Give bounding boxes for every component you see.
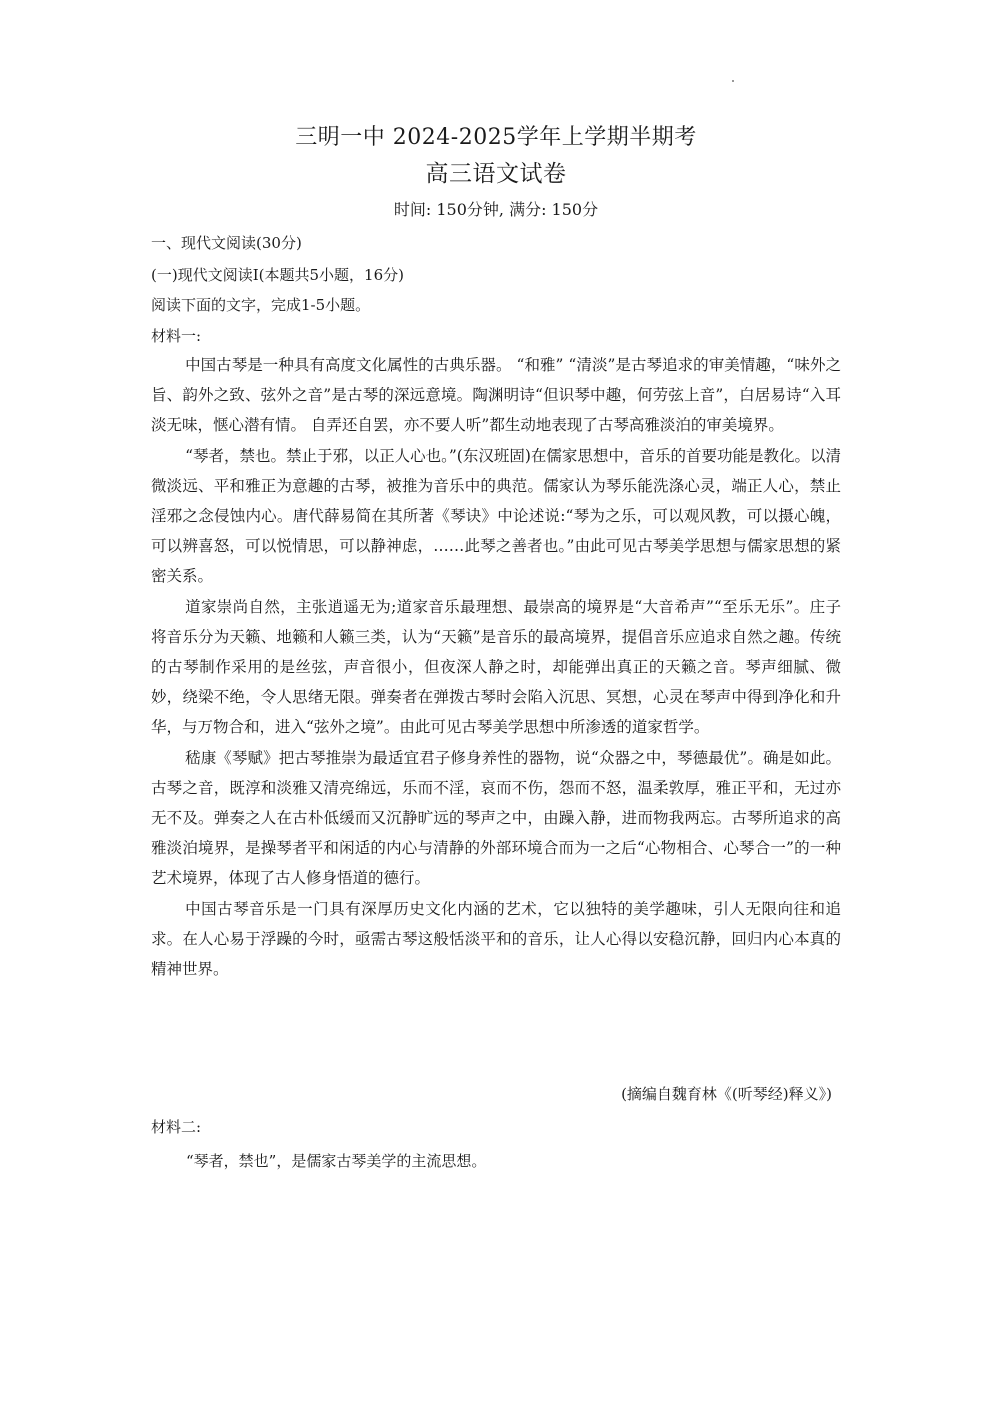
material-one-paragraph: 中国古琴是一种具有高度文化属性的古典乐器。 “和雅” “清淡”是古琴追求的审美情趣，“味外之旨、韵外之致、弦外之音”是古琴的深远意境。陶渊明诗“但识琴中趣，何劳弦上音”，白居易诗“入耳淡无味，惬心潜有情。 自弄还自罢，亦不要人听”都生动地表现了古琴高雅淡泊的审美境界。 bbox=[151, 356, 841, 435]
exam-time-and-score: 时间: 150分钟, 满分: 150分 bbox=[393, 200, 599, 219]
exam-subtitle: 高三语文试卷 bbox=[425, 161, 567, 187]
material-two-label: 材料二: bbox=[151, 1118, 202, 1136]
material-one-paragraph: 中国古琴音乐是一门具有深厚历史文化内涵的艺术，它以独特的美学趣味，引人无限向往和追求。在人心易于浮躁的今时，亟需古琴这般恬淡平和的音乐，让人心得以安稳沉静，回归内心本真的精神世界。 bbox=[151, 899, 841, 979]
exam-title: 三明一中 2024-2025学年上学期半期考 bbox=[295, 125, 697, 150]
material-one-paragraph: 道家崇尚自然，主张逍遥无为;道家音乐最理想、最崇高的境界是“大音希声”“至乐无乐”。庄子将音乐分为天籁、地籁和人籁三类，认为“天籁”是音乐的最高境界，提倡音乐应追求自然之趣。传统的古琴制作采用的是丝弦，声音很小，但夜深人静之时，却能弹出真正的天籁之音。琴声细腻、微妙，绕梁不绝，令人思绪无限。弹奏者在弹拨古琴时会陷入沉思、冥想，心灵在琴声中得到净化和升华，与万物合和，进入“弦外之境”。由此可见古琴美学思想中所渗透的道家哲学。 bbox=[151, 597, 841, 737]
material-one-body bbox=[151, 350, 841, 984]
reading-instruction: 阅读下面的文字，完成1-5小题。 bbox=[151, 296, 371, 314]
material-one-paragraph: “琴者，禁也。禁止于邪，以正人心也。”(东汉班固)在儒家思想中，音乐的首要功能是教化。以清微淡远、平和雅正为意趣的古琴，被推为音乐中的典范。儒家认为琴乐能洗涤心灵，端正人心，禁止淫邪之念侵蚀内心。唐代薛易简在其所著《琴诀》中论述说:“琴为之乐，可以观风教，可以摄心魄，可以辨喜怒，可以悦情思，可以静神虑，……此琴之善者也。”由此可见古琴美学思想与儒家思想的紧密关系。 bbox=[151, 446, 841, 586]
material-one-source: (摘编自魏育林《(听琴经)释义》) bbox=[621, 1085, 832, 1103]
scan-speck bbox=[732, 80, 734, 82]
section-heading: 一、现代文阅读(30分) bbox=[151, 234, 302, 252]
material-two-first-line: “琴者，禁也”，是儒家古琴美学的主流思想。 bbox=[186, 1152, 487, 1170]
material-one-paragraph: 嵇康《琴赋》把古琴推崇为最适宜君子修身养性的器物，说“众器之中，琴德最优”。确是如此。古琴之音，既淳和淡雅又清亮绵远，乐而不淫，哀而不伤，怨而不怒，温柔敦厚，雅正平和，无过亦无不及。弹奏之人在古朴低缓而又沉静旷远的琴声之中，由躁入静，进而物我两忘。古琴所追求的高雅淡泊境界，是操琴者平和闲适的内心与清静的外部环境合而为一之后“心物相合、心琴合一”的一种艺术境界，体现了古人修身悟道的德行。 bbox=[151, 748, 841, 888]
section-subheading: (一)现代文阅读Ⅰ(本题共5小题，16分) bbox=[151, 266, 404, 284]
material-one-label: 材料一: bbox=[151, 327, 202, 345]
